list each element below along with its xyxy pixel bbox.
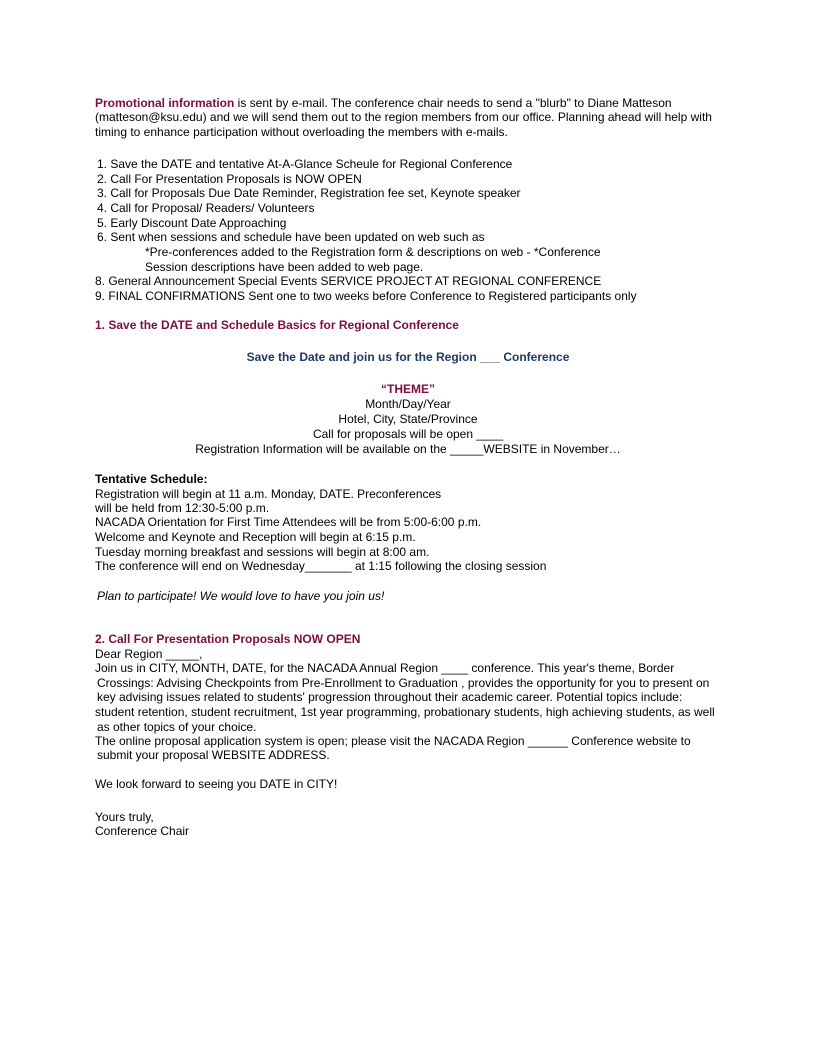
list-subitem: Session descriptions have been added to web page. [145, 260, 424, 274]
letter-line: submit your proposal WEBSITE ADDRESS. [97, 748, 330, 762]
location-line: Hotel, City, State/Province [338, 412, 478, 426]
schedule-line: will be held from 12:30-5:00 p.m. [95, 501, 270, 515]
letter-line: as other topics of your choice. [97, 720, 257, 734]
list-item: 9. FINAL CONFIRMATIONS Sent one to two weeks before Conference to Registered participants only [95, 289, 637, 303]
signoff-line: Yours truly, [95, 810, 154, 824]
section-2-heading: 2. Call For Presentation Proposals NOW OPEN [95, 632, 361, 646]
schedule-line: Welcome and Keynote and Reception will begin at 6:15 p.m. [95, 530, 416, 544]
look-forward-line: We look forward to seeing you DATE in CITY! [95, 777, 338, 791]
schedule-line: The conference will end on Wednesday_______ at 1:15 following the closing session [95, 559, 547, 573]
intro-label: Promotional information [95, 96, 235, 110]
intro-line-1 [95, 96, 672, 111]
list-item: 4. Call for Proposal/ Readers/ Volunteers [97, 201, 315, 215]
intro-line-2: (matteson@ksu.edu) and we will send them out to the region members from our office. Planning ahead will help with [95, 110, 712, 124]
intro-line-1-text: is sent by e-mail. The conference chair needs to send a "blurb" to Diane Matteson [234, 96, 672, 110]
theme-line: “THEME” [381, 382, 435, 396]
schedule-line: Registration will begin at 11 a.m. Monday, DATE. Preconferences [95, 487, 442, 501]
registration-line: Registration Information will be available on the _____WEBSITE in November… [195, 442, 621, 456]
intro-line-3: timing to enhance participation without overloading the members with e-mails. [95, 125, 508, 139]
list-item: 3. Call for Proposals Due Date Reminder, Registration fee set, Keynote speaker [97, 186, 521, 200]
letter-line: key advising issues related to students' progression throughout their academic career. Potential topics include: [97, 690, 683, 704]
letter-line: The online proposal application system is open; please visit the NACADA Region ______ Conference website to [95, 734, 691, 748]
closing-line: Plan to participate! We would love to have you join us! [97, 589, 385, 603]
letter-line: student retention, student recruitment, 1st year programming, probationary students, high achieving students, as well [95, 705, 715, 719]
list-item: 1. Save the DATE and tentative At-A-Glance Scheule for Regional Conference [97, 157, 513, 171]
save-date-line: Save the Date and join us for the Region ___ Conference [246, 350, 570, 364]
list-item: 2. Call For Presentation Proposals is NOW OPEN [97, 172, 362, 186]
proposals-line: Call for proposals will be open ____ [312, 427, 504, 441]
schedule-heading: Tentative Schedule: [95, 472, 208, 486]
date-line: Month/Day/Year [365, 397, 451, 411]
letter-line: Crossings: Advising Checkpoints from Pre-Enrollment to Graduation , provides the opportunity for you to present on [97, 676, 710, 690]
signature-line: Conference Chair [95, 824, 190, 838]
list-item: 6. Sent when sessions and schedule have been updated on web such as [97, 230, 485, 244]
list-item: 8. General Announcement Special Events SERVICE PROJECT AT REGIONAL CONFERENCE [95, 274, 602, 288]
schedule-line: NACADA Orientation for First Time Attendees will be from 5:00-6:00 p.m. [95, 515, 482, 529]
greeting-line: Dear Region _____, [95, 647, 203, 661]
section-1-heading: 1. Save the DATE and Schedule Basics for Regional Conference [95, 318, 459, 332]
letter-line: Join us in CITY, MONTH, DATE, for the NACADA Annual Region ____ conference. This year's theme, Border [95, 661, 675, 675]
list-subitem: *Pre-conferences added to the Registration form & descriptions on web - *Conference [145, 245, 601, 259]
list-item: 5. Early Discount Date Approaching [97, 216, 287, 230]
schedule-line: Tuesday morning breakfast and sessions will begin at 8:00 am. [95, 545, 430, 559]
